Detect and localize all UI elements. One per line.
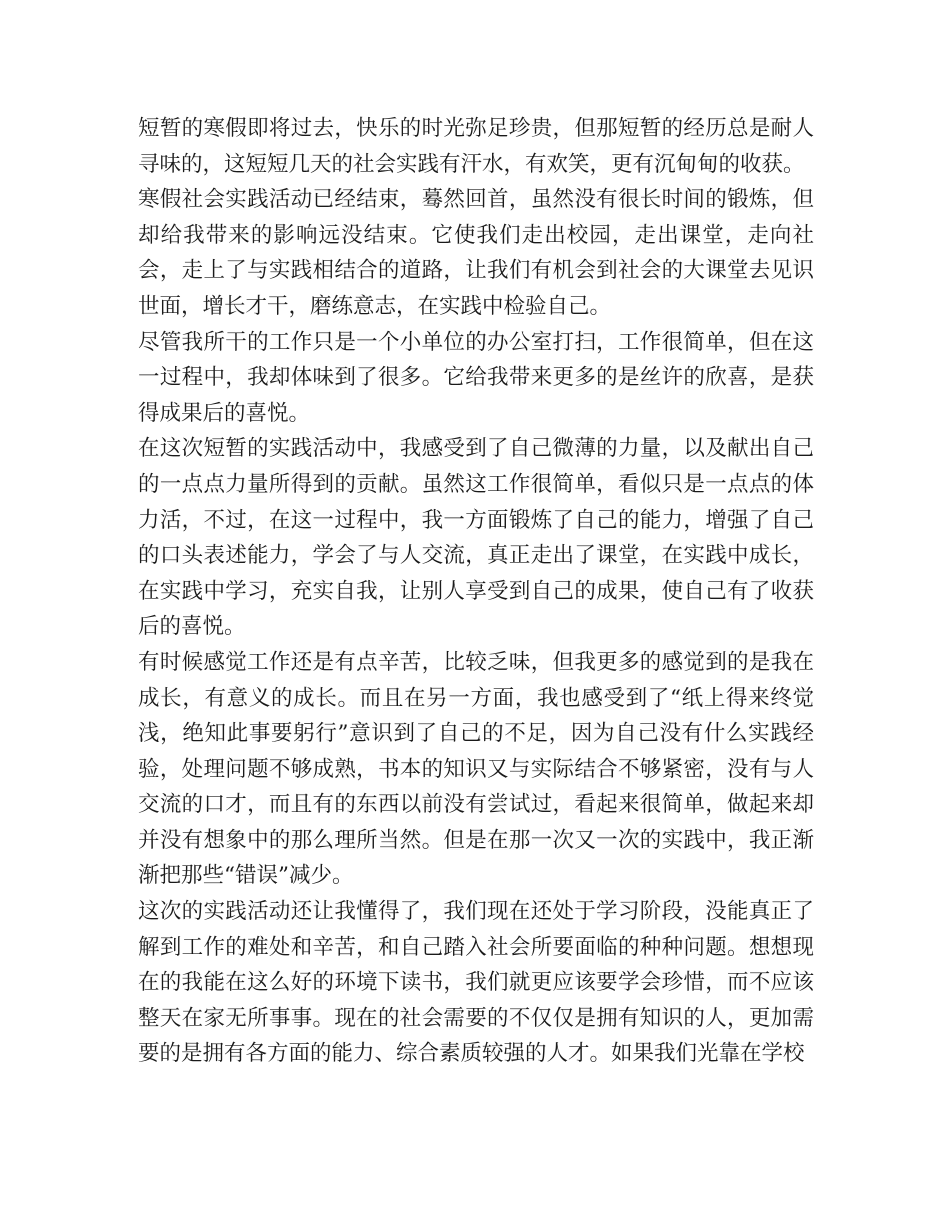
paragraph-4: 在这次短暂的实践活动中，我感受到了自己微薄的力量，以及献出自己的一点点力量所得到的贡献。虽然这工作很简单，看似只是一点点的体力活，不过，在这一过程中，我一方面锻炼了自己的能力，增强了自己的口头表述能力，学会了与人交流，真正走出了课堂，在实践中成长，在实践中学习，充实自我，让别人享受到自己的成果，使自己有了收获后的喜悦。 bbox=[138, 436, 814, 640]
paragraph-5: 有时候感觉工作还是有点辛苦，比较乏味，但我更多的感觉到的是我在成长，有意义的成长。而且在另一方面，我也感受到了“纸上得来终觉浅，绝知此事要躬行”意识到了自己的不足，因为自己没有什么实践经验，处理问题不够成熟，书本的知识又与实际结合不够紧密，没有与人交流的口才，而且有的东西以前没有尝试过，看起来很简单，做起来却并没有想象中的那么理所当然。但是在那一次又一次的实践中，我正渐渐把那些“错误”减少。 bbox=[138, 649, 814, 889]
paragraph-1: 短暂的寒假即将过去，快乐的时光弥足珍贵，但那短暂的经历总是耐人寻味的，这短短几天的社会实践有汗水，有欢笑，更有沉甸甸的收获。 bbox=[138, 116, 814, 177]
document-body bbox=[138, 111, 814, 1072]
paragraph-3: 尽管我所干的工作只是一个小单位的办公室打扫，工作很简单，但在这一过程中，我却体味到了很多。它给我带来更多的是丝许的欣喜，是获得成果后的喜悦。 bbox=[138, 329, 814, 426]
paragraph-6: 这次的实践活动还让我懂得了，我们现在还处于学习阶段，没能真正了解到工作的难处和辛苦，和自己踏入社会所要面临的种种问题。想想现在的我能在这么好的环境下读书，我们就更应该要学会珍惜，而不应该整天在家无所事事。现在的社会需要的不仅仅是拥有知识的人，更加需要的是拥有各方面的能力、综合素质较强的人才。如果我们光靠在学校 bbox=[138, 899, 814, 1067]
paragraph-2: 寒假社会实践活动已经结束，蓦然回首，虽然没有很长时间的锻炼，但却给我带来的影响远没结束。它使我们走出校园，走出课堂，走向社会，走上了与实践相结合的道路，让我们有机会到社会的大课堂去见识世面，增长才干，磨练意志，在实践中检验自己。 bbox=[138, 187, 814, 319]
